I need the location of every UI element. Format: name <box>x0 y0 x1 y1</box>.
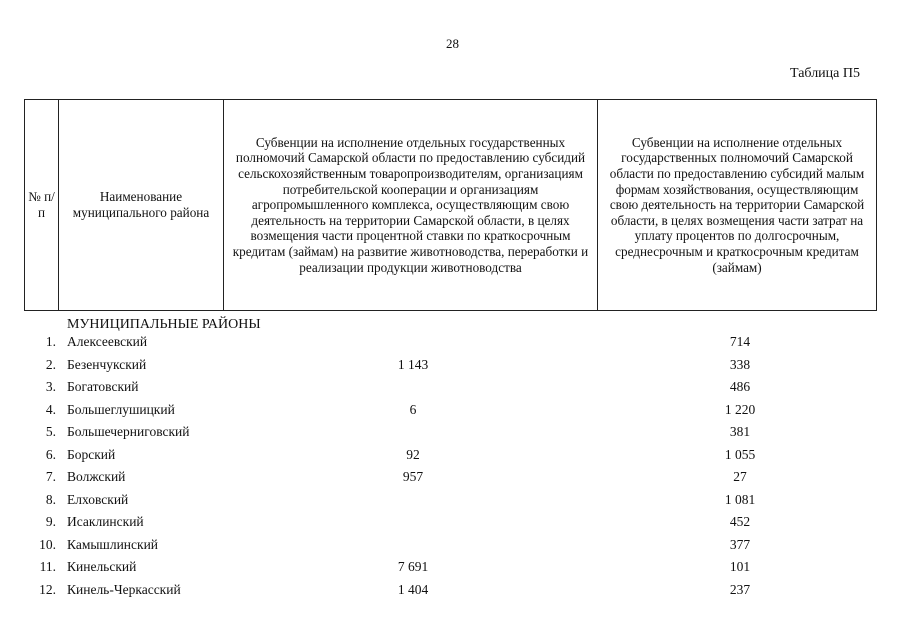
page-number: 28 <box>446 36 459 51</box>
subvention-small-business-value: 1 055 <box>724 446 756 462</box>
subvention-small-business-value: 1 220 <box>724 401 756 417</box>
table-row <box>0 512 905 535</box>
district-name: Кинель-Черкасский <box>67 581 181 597</box>
table-row <box>0 535 905 558</box>
table-row <box>0 557 905 580</box>
subvention-agro-value: 957 <box>402 469 424 484</box>
district-name: Алексеевский <box>67 334 148 349</box>
table-row <box>0 490 905 513</box>
row-number: 10. <box>39 536 56 552</box>
subvention-small-business-value: 338 <box>729 356 751 372</box>
row-number: 11. <box>39 559 56 574</box>
district-name: Исаклинский <box>67 514 144 529</box>
table-row <box>0 580 905 603</box>
subvention-agro-value: 92 <box>406 446 420 462</box>
section-title: МУНИЦИПАЛЬНЫЕ РАЙОНЫ <box>67 317 261 332</box>
subvention-small-business-value: 27 <box>733 469 747 484</box>
subvention-small-business-value: 714 <box>729 334 751 349</box>
header-subvention-small-business: Субвенции на исполнение отдельных государственных полномочий Самарской области по предоставлению субсидий малым формам хозяйствования, осуществляющим свою деятельность на территории Самарской области, в целях возмещения части затрат на уплату процентов по долгосрочным, среднесрочным и краткосрочным кредитам (займам) <box>598 100 877 311</box>
table-row <box>0 332 905 355</box>
header-subvention-agro: Субвенции на исполнение отдельных государственных полномочий Самарской области по предоставлению субсидий сельскохозяйственным товаропроизводителям, организациям потребительской кооперации и организациям агропромышленного комплекса, осуществляющим свою деятельность на территории Самарской области, в целях возмещения части процентной ставки по краткосрочным кредитам (займам) на развитие животноводства, переработки и реализации продукции животноводства <box>224 100 598 311</box>
district-name: Кинельский <box>67 559 137 574</box>
subvention-small-business-value: 486 <box>729 379 751 394</box>
district-name: Богатовский <box>67 379 139 394</box>
district-name: Волжский <box>67 469 126 484</box>
table-row <box>0 445 905 468</box>
district-name: Большеглушицкий <box>67 401 175 417</box>
table-row <box>0 400 905 423</box>
row-number: 5. <box>45 424 56 439</box>
table-header <box>24 99 877 311</box>
district-name: Большечерниговский <box>67 424 190 439</box>
subvention-small-business-value: 1 081 <box>724 491 756 507</box>
table-label: Таблица П5 <box>790 66 860 81</box>
table-body <box>0 332 905 602</box>
subvention-agro-value: 7 691 <box>397 559 429 574</box>
subvention-agro-value: 1 404 <box>397 581 429 597</box>
district-name: Безенчукский <box>67 356 147 372</box>
table-row <box>0 467 905 490</box>
row-number: 9. <box>45 514 56 529</box>
row-number: 12. <box>39 581 56 597</box>
subvention-small-business-value: 452 <box>729 514 751 529</box>
table-row <box>0 377 905 400</box>
row-number: 8. <box>45 491 56 507</box>
header-num: № п/п <box>25 100 59 311</box>
district-name: Елховский <box>67 491 129 507</box>
subvention-small-business-value: 377 <box>729 536 751 552</box>
subvention-agro-value: 1 143 <box>397 356 429 372</box>
district-name: Борский <box>67 446 116 462</box>
row-number: 2. <box>45 356 56 372</box>
table-row <box>0 422 905 445</box>
subvention-agro-value: 6 <box>409 401 417 417</box>
row-number: 3. <box>45 379 56 394</box>
row-number: 7. <box>45 469 56 484</box>
subvention-small-business-value: 101 <box>729 559 751 574</box>
subvention-small-business-value: 381 <box>729 424 751 439</box>
district-name: Камышлинский <box>67 536 159 552</box>
subvention-small-business-value: 237 <box>729 581 751 597</box>
table-row <box>0 355 905 378</box>
row-number: 4. <box>45 401 56 417</box>
row-number: 6. <box>45 446 56 462</box>
header-name: Наименование муниципального района <box>59 100 224 311</box>
row-number: 1. <box>45 334 56 349</box>
